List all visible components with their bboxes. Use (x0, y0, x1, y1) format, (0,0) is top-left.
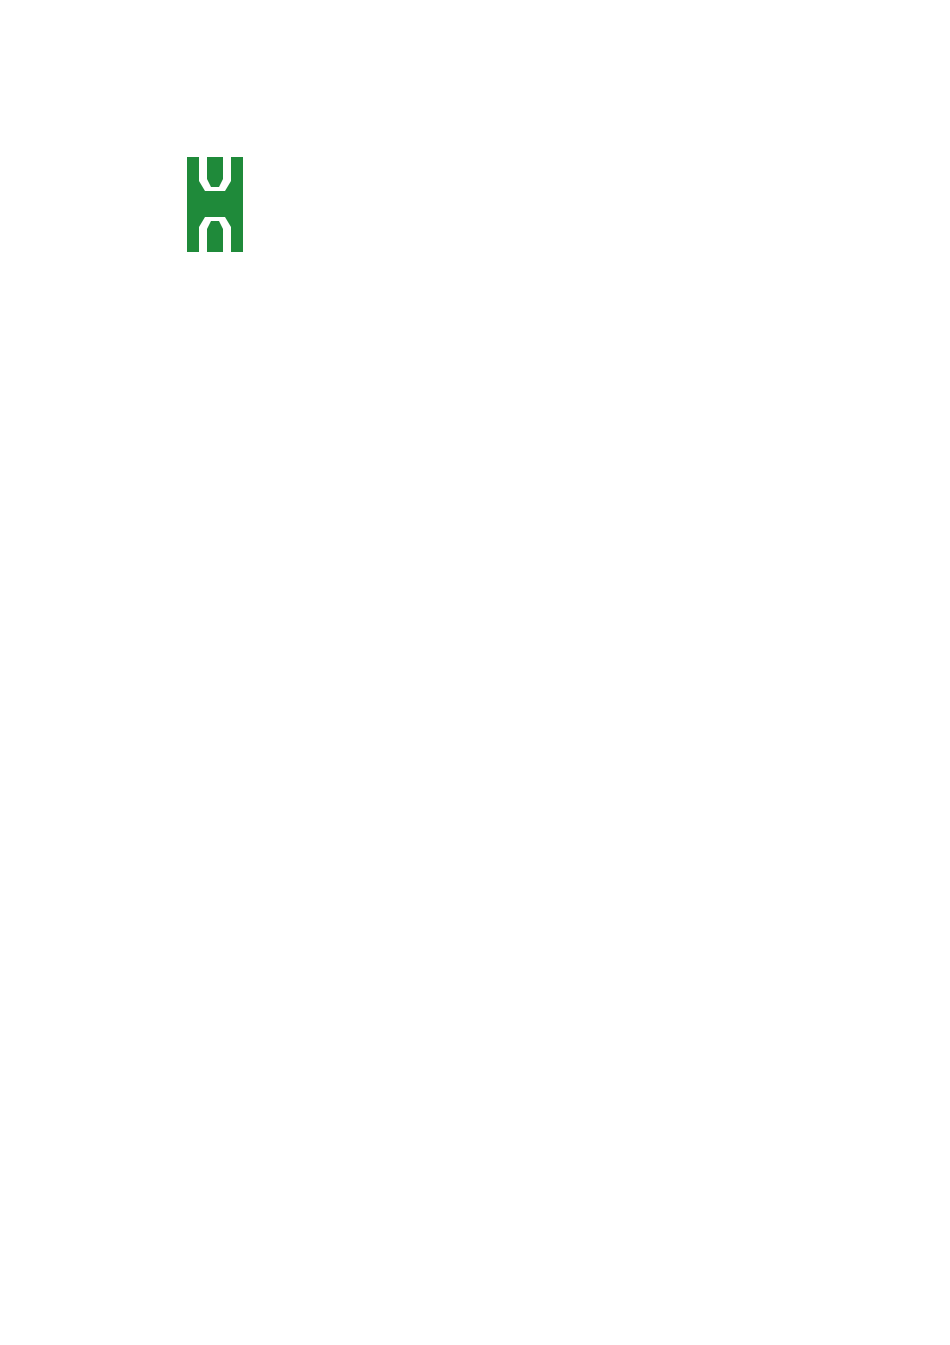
huashi-logo (187, 157, 243, 252)
huashi-logo-mark (187, 157, 243, 252)
